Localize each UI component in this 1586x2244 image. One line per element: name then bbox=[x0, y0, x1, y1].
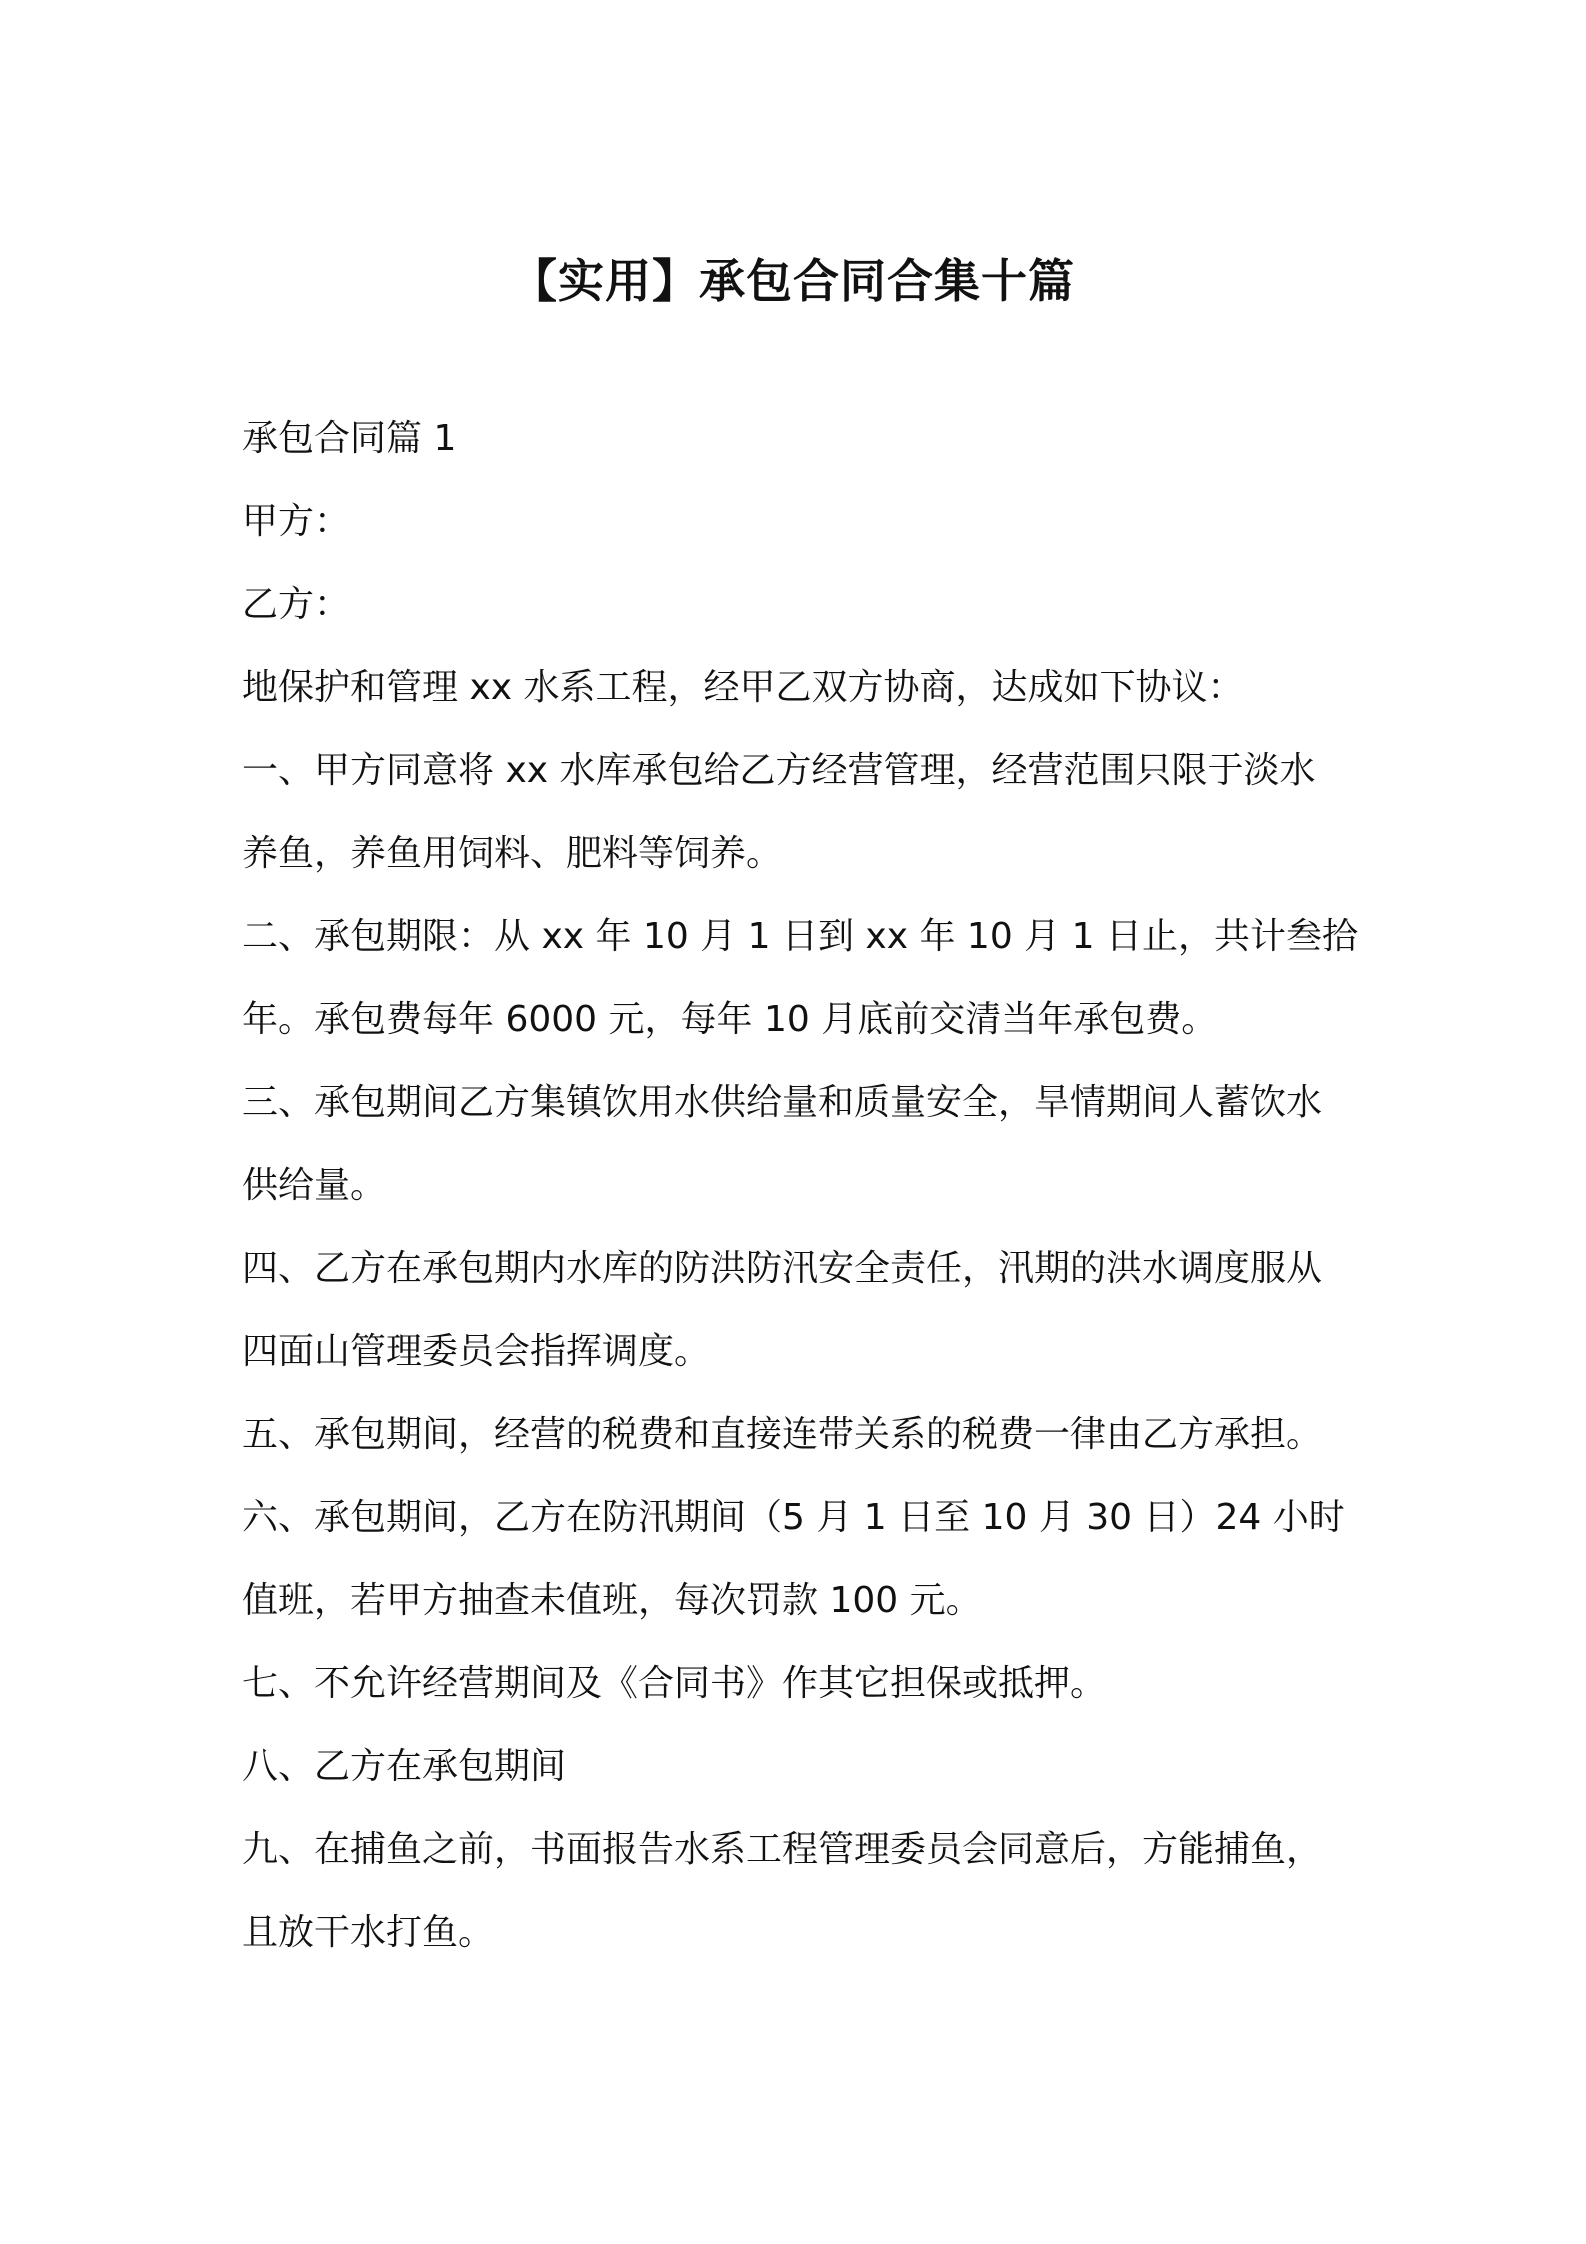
text-line: 且放干水打鱼。 bbox=[242, 1912, 495, 1953]
text-line: 七、不允许经营期间及《合同书》作其它担保或抵押。 bbox=[242, 1663, 1107, 1704]
text-line: 养鱼，养鱼用饲料、肥料等饲养。 bbox=[242, 833, 783, 874]
text-line: 供给量。 bbox=[242, 1165, 387, 1206]
text-line: 四、乙方在承包期内水库的防洪防汛安全责任，汛期的洪水调度服从 bbox=[242, 1248, 1323, 1289]
text-line: 二、承包期限：从 xx 年 10 月 1 日到 xx 年 10 月 1 日止，共计叁拾 bbox=[242, 916, 1358, 957]
text-line: 五、承包期间，经营的税费和直接连带关系的税费一律由乙方承担。 bbox=[242, 1414, 1323, 1455]
text-line: 八、乙方在承包期间 bbox=[242, 1746, 567, 1787]
text-line: 值班，若甲方抽查未值班，每次罚款 100 元。 bbox=[242, 1580, 982, 1621]
section-heading: 承包合同篇 1 bbox=[242, 418, 457, 459]
text-line: 一、甲方同意将 xx 水库承包给乙方经营管理，经营范围只限于淡水 bbox=[242, 750, 1316, 791]
text-line: 九、在捕鱼之前，书面报告水系工程管理委员会同意后，方能捕鱼， bbox=[242, 1829, 1323, 1870]
party-b-line: 乙方： bbox=[242, 584, 351, 625]
document-body bbox=[242, 397, 1357, 1974]
party-a-line: 甲方： bbox=[242, 501, 351, 542]
text-line: 六、承包期间，乙方在防汛期间（5 月 1 日至 10 月 30 日）24 小时 bbox=[242, 1497, 1345, 1538]
document-title: 【实用】承包合同合集十篇 bbox=[511, 253, 1075, 308]
intro-line: 地保护和管理 xx 水系工程，经甲乙双方协商，达成如下协议： bbox=[242, 667, 1244, 708]
text-line: 三、承包期间乙方集镇饮用水供给量和质量安全，旱情期间人蓄饮水 bbox=[242, 1082, 1323, 1123]
text-line: 年。承包费每年 6000 元，每年 10 月底前交清当年承包费。 bbox=[242, 999, 1218, 1040]
text-line: 四面山管理委员会指挥调度。 bbox=[242, 1331, 711, 1372]
